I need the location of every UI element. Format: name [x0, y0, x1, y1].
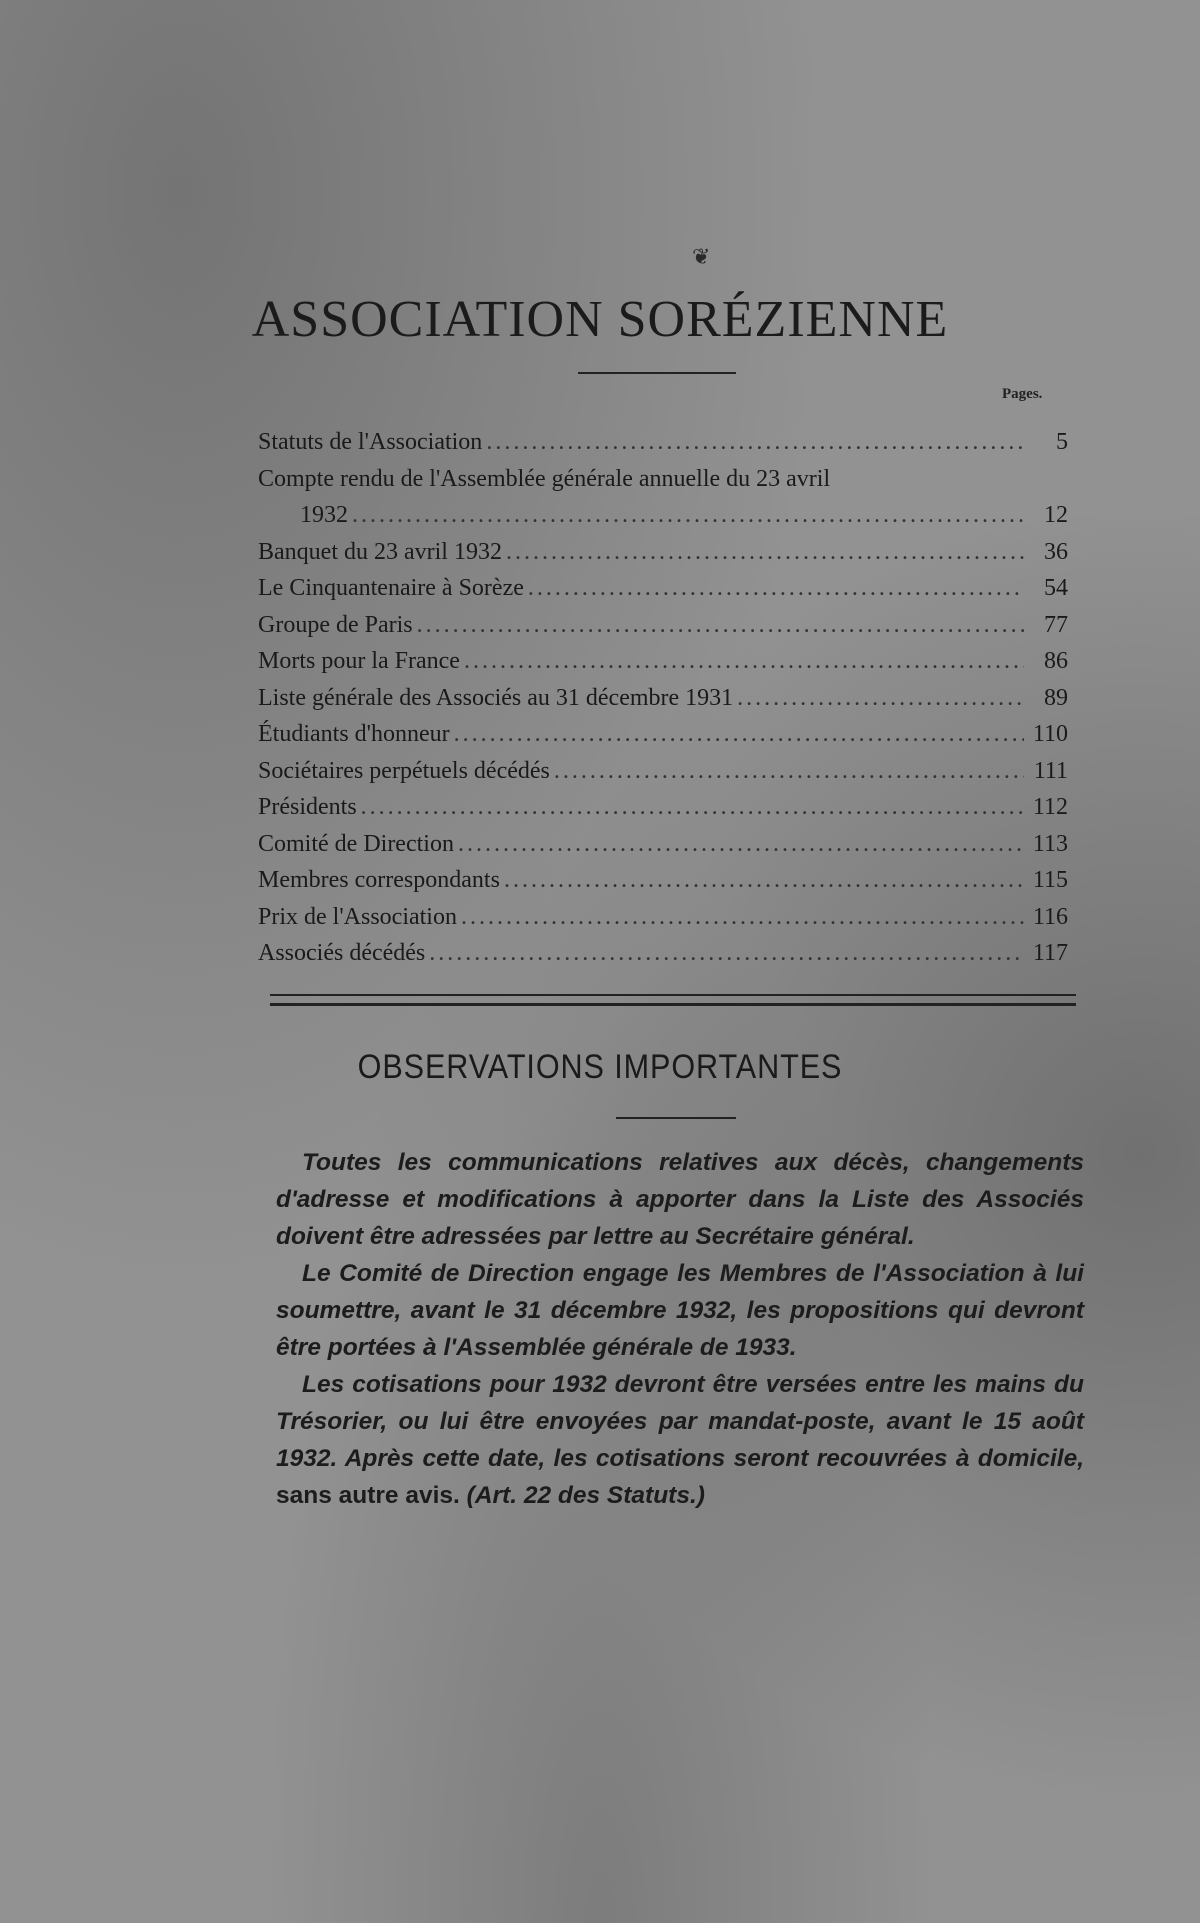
toc-leader — [461, 899, 1024, 936]
toc-entry-page: 117 — [1032, 940, 1068, 966]
observation-paragraph: Toutes les communications relatives aux décès, changements d'adresse et modifications à apporter dans la Liste des Associés doivent être adressées par lettre au Secrétaire général. — [276, 1149, 1084, 1250]
observations-title: OBSERVATIONS IMPORTANTES — [357, 1048, 843, 1086]
toc-entry-label: Présidents — [258, 794, 357, 820]
section-divider — [270, 1003, 1076, 1006]
toc-entry-page: 110 — [1032, 721, 1068, 747]
toc-entry-label: Membres correspondants — [258, 867, 500, 893]
observations-rule — [616, 1117, 736, 1119]
toc-entry — [258, 570, 1068, 607]
toc-leader — [352, 497, 1024, 534]
toc-leader — [464, 643, 1024, 680]
observation-emphasis: sans autre avis. — [276, 1482, 460, 1509]
toc-entry-page: 54 — [1044, 575, 1068, 601]
toc-leader — [486, 424, 1024, 461]
toc-leader — [361, 789, 1024, 826]
toc-leader — [506, 534, 1024, 571]
title-rule — [578, 372, 736, 374]
toc-entry-page: 77 — [1044, 611, 1068, 638]
toc-entry — [258, 899, 1068, 936]
toc-entry-label: Banquet du 23 avril 1932 — [258, 538, 502, 565]
toc-entry-page: 36 — [1044, 538, 1068, 565]
toc-leader — [504, 862, 1024, 899]
toc-entry — [258, 424, 1068, 461]
toc-leader — [737, 680, 1024, 717]
toc-entry — [258, 826, 1068, 863]
toc-leader — [554, 753, 1024, 790]
toc-leader — [458, 826, 1024, 863]
statute-reference: (Art. 22 des Statuts.) — [466, 1482, 705, 1509]
pages-column-label: Pages. — [1002, 386, 1043, 402]
observation-text: Les cotisations pour 1932 devront être versées entre les mains du Trésorier, ou lui être envoyées par mandat-poste, avant le 15 août 1932. Après cette date, les cotisations seront recouvrées à domicile, — [276, 1371, 1084, 1472]
toc-entry-page: 112 — [1032, 794, 1068, 820]
observation-paragraph — [276, 1366, 1084, 1514]
toc-entry — [258, 935, 1068, 972]
toc-entry-label: Morts pour la France — [258, 648, 460, 674]
toc-entry — [258, 461, 1068, 498]
toc-entry-label: 1932 — [300, 502, 348, 528]
toc-entry-page: 116 — [1032, 903, 1068, 930]
page-title: ASSOCIATION SORÉZIENNE — [251, 291, 949, 348]
toc-entry-label: Compte rendu de l'Assemblée générale annuelle du 23 avril — [258, 465, 831, 492]
toc-leader — [528, 570, 1024, 607]
toc-entry-page: 111 — [1033, 757, 1068, 784]
ornament-icon: ❦ — [692, 244, 711, 269]
toc-entry-label: Statuts de l'Association — [258, 429, 483, 455]
toc-entry-page: 89 — [1044, 684, 1068, 711]
observations-body — [276, 1144, 1084, 1514]
toc-leader — [429, 935, 1024, 972]
toc-entry — [258, 716, 1068, 753]
toc-leader — [417, 607, 1024, 644]
toc-entry — [258, 534, 1068, 571]
toc-entry — [258, 789, 1068, 826]
toc-entry-label: Sociétaires perpétuels décédés — [258, 757, 550, 784]
toc-entry — [258, 753, 1068, 790]
toc-entry-label: Groupe de Paris — [258, 611, 413, 638]
toc-leader — [454, 716, 1024, 753]
toc-entry-page: 12 — [1044, 502, 1068, 528]
toc-entry — [258, 497, 1068, 534]
toc-entry-label: Le Cinquantenaire à Sorèze — [258, 575, 524, 601]
toc-entry — [258, 862, 1068, 899]
section-divider — [270, 994, 1076, 996]
table-of-contents — [258, 424, 1068, 972]
toc-entry — [258, 643, 1068, 680]
toc-entry-label: Comité de Direction — [258, 830, 454, 857]
toc-entry — [258, 607, 1068, 644]
toc-entry-page: 115 — [1032, 867, 1068, 893]
toc-entry-label: Associés décédés — [258, 940, 426, 966]
toc-entry-label: Liste générale des Associés au 31 décembre 1931 — [258, 684, 734, 711]
toc-entry-label: Prix de l'Association — [258, 903, 457, 930]
observation-paragraph: Le Comité de Direction engage les Membres de l'Association à lui soumettre, avant le 31 décembre 1932, les propositions qui devront être portées à l'Assemblée générale de 1933. — [276, 1260, 1084, 1361]
toc-entry-page: 86 — [1044, 648, 1068, 674]
toc-entry-page: 113 — [1032, 830, 1068, 857]
toc-entry-page: 5 — [1056, 429, 1068, 455]
toc-entry-label: Étudiants d'honneur — [258, 721, 450, 747]
toc-entry — [258, 680, 1068, 717]
